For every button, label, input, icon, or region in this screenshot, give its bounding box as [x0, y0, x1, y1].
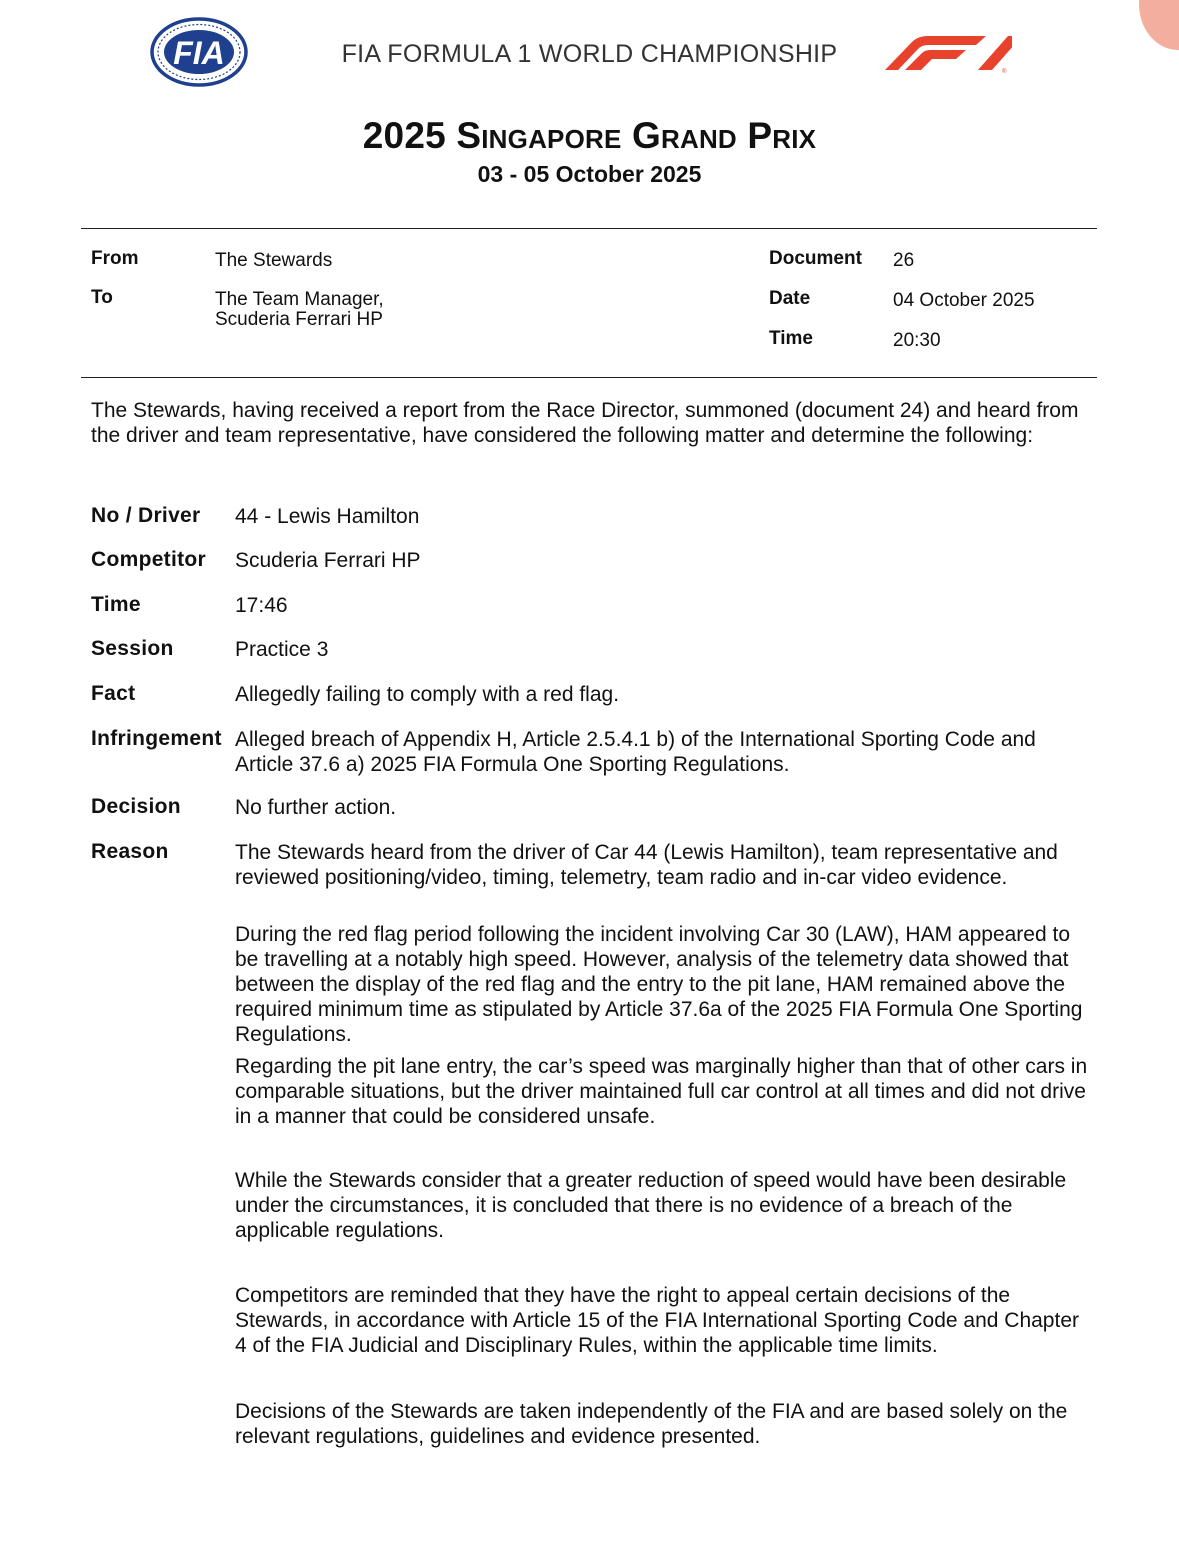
- document-value: 26: [893, 250, 915, 271]
- document-label: Document: [769, 248, 862, 269]
- from-label: From: [91, 248, 139, 269]
- decision-label: Decision: [91, 795, 181, 818]
- reason-paragraph: While the Stewards consider that a greater reduction of speed would have been desirable under the circumstances, it is concluded that there is no evidence of a breach of the applicable regulations.: [235, 1169, 1067, 1242]
- reason-paragraph: During the red flag period following the incident involving Car 30 (LAW), HAM appeared to be travelling at a notably high speed. However, analysis of the telemetry data showed that between the display of the red flag and the entry to the pit lane, HAM remained above the required minimum time as stipulated by Article 37.6a of the 2025 FIA Formula One Sporting Regulations.: [235, 923, 1083, 1046]
- to-label: To: [91, 287, 113, 308]
- time-value: 20:30: [893, 330, 941, 351]
- session-value: Practice 3: [235, 638, 329, 661]
- session-label: Session: [91, 637, 174, 660]
- appeal-notice-paragraph: Competitors are reminded that they have the right to appeal certain decisions of the Stewards, in accordance with Article 15 of the FIA International Sporting Code and Chapter 4 of the FIA Judicial and Disciplinary Rules, within the applicable time limits.: [235, 1284, 1079, 1357]
- time-field-value: 17:46: [235, 594, 288, 617]
- reason-paragraph: Regarding the pit lane entry, the car’s speed was marginally higher than that of other cars in comparable situations, but the driver maintained full car control at all times and did not drive in a manner that could be considered unsafe.: [235, 1055, 1088, 1128]
- date-value: 04 October 2025: [893, 290, 1035, 311]
- time-field-label: Time: [91, 593, 141, 616]
- independence-paragraph: Decisions of the Stewards are taken independently of the FIA and are based solely on the relevant regulations, guidelines and evidence presented.: [235, 1400, 1068, 1448]
- infringement-label: Infringement: [91, 727, 222, 750]
- decision-value: No further action.: [235, 796, 397, 819]
- intro-paragraph: The Stewards, having received a report from the Race Director, summoned (document 24) and heard from the driver and team representative, have considered the following matter and determine the following:: [91, 399, 1079, 447]
- top-divider: [81, 228, 1097, 229]
- competitor-value: Scuderia Ferrari HP: [235, 549, 421, 572]
- svg-text:®: ®: [1002, 69, 1007, 74]
- event-title-text: 2025 Singapore Grand Prix: [362, 115, 817, 156]
- from-value: The Stewards: [215, 250, 333, 271]
- driver-label: No / Driver: [91, 504, 201, 527]
- time-label: Time: [769, 328, 814, 349]
- bottom-divider: [81, 377, 1097, 378]
- reason-label: Reason: [91, 840, 169, 863]
- fact-value: Allegedly failing to comply with a red flag.: [235, 683, 620, 706]
- fia-logo-text: FIA: [173, 35, 225, 71]
- fact-label: Fact: [91, 682, 136, 705]
- date-label: Date: [769, 288, 811, 309]
- reason-paragraph: The Stewards heard from the driver of Car 44 (Lewis Hamilton), team representative and reviewed positioning/video, timing, telemetry, team radio and in-car video evidence.: [235, 841, 1058, 889]
- to-value-line1: The Team Manager,: [215, 289, 384, 310]
- infringement-value: Alleged breach of Appendix H, Article 2.5.4.1 b) of the International Sporting Code and Article 37.6 a) 2025 FIA Formula One Sporting Regulations.: [235, 728, 1036, 776]
- f1-logo: [882, 32, 1012, 74]
- championship-title: FIA FORMULA 1 WORLD CHAMPIONSHIP: [341, 40, 838, 68]
- event-title: [0, 115, 1179, 157]
- competitor-label: Competitor: [91, 548, 206, 571]
- to-value-line2: Scuderia Ferrari HP: [215, 309, 383, 330]
- driver-value: 44 - Lewis Hamilton: [235, 505, 420, 528]
- event-dates: 03 - 05 October 2025: [477, 161, 702, 187]
